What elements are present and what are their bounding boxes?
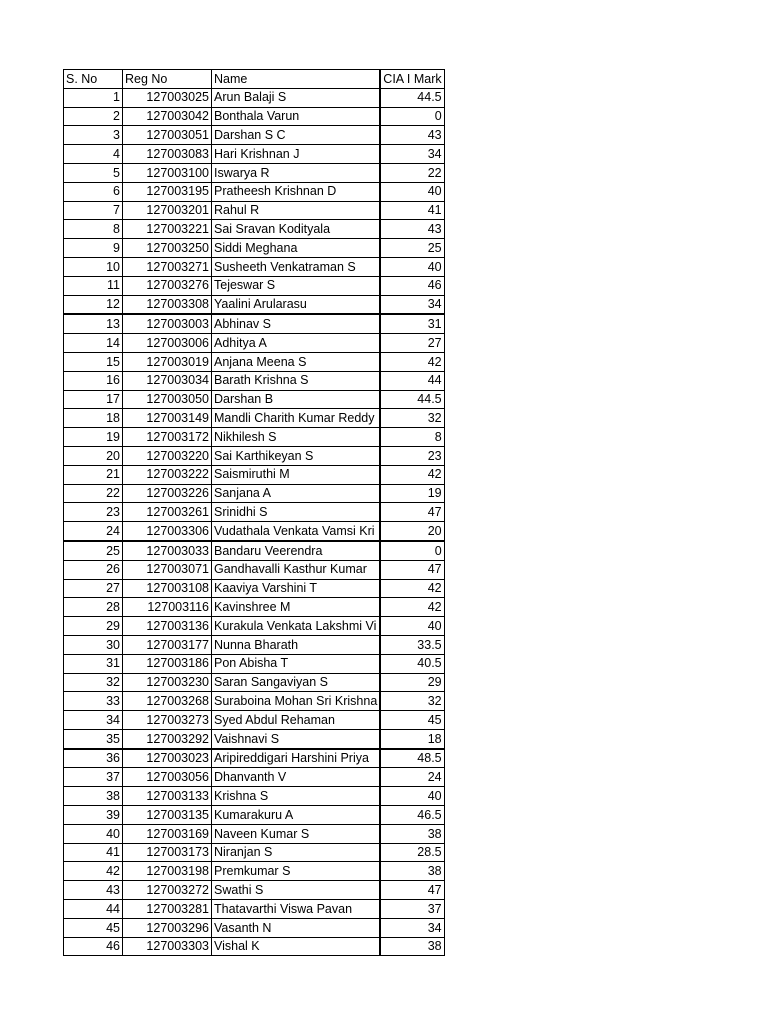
table-row bbox=[64, 409, 445, 428]
cell-name: Srinidhi S bbox=[212, 503, 381, 522]
table-row bbox=[64, 881, 445, 900]
cell-name: Arun Balaji S bbox=[212, 88, 381, 107]
cell-name: Gandhavalli Kasthur Kumar bbox=[212, 560, 381, 579]
cell-cia-mark: 37 bbox=[380, 900, 444, 919]
cell-cia-mark: 29 bbox=[380, 673, 444, 692]
cell-name: Hari Krishnan J bbox=[212, 145, 381, 164]
cell-sno: 33 bbox=[64, 692, 123, 711]
cell-sno: 18 bbox=[64, 409, 123, 428]
cell-name: Premkumar S bbox=[212, 862, 381, 881]
table-row bbox=[64, 806, 445, 825]
cell-cia-mark: 33.5 bbox=[380, 635, 444, 654]
cell-cia-mark: 46 bbox=[380, 276, 444, 295]
cell-cia-mark: 28.5 bbox=[380, 843, 444, 862]
cell-name: Vasanth N bbox=[212, 918, 381, 937]
cell-cia-mark: 31 bbox=[380, 314, 444, 333]
cell-reg-no: 127003003 bbox=[123, 314, 212, 333]
cell-sno: 10 bbox=[64, 257, 123, 276]
cell-cia-mark: 47 bbox=[380, 881, 444, 900]
cell-reg-no: 127003226 bbox=[123, 484, 212, 503]
table-row bbox=[64, 824, 445, 843]
cell-sno: 32 bbox=[64, 673, 123, 692]
table-row bbox=[64, 257, 445, 276]
cell-cia-mark: 42 bbox=[380, 579, 444, 598]
cell-reg-no: 127003220 bbox=[123, 446, 212, 465]
cell-name: Siddi Meghana bbox=[212, 239, 381, 258]
cell-reg-no: 127003071 bbox=[123, 560, 212, 579]
cell-reg-no: 127003271 bbox=[123, 257, 212, 276]
cell-sno: 6 bbox=[64, 182, 123, 201]
cell-cia-mark: 20 bbox=[380, 522, 444, 541]
table-row bbox=[64, 541, 445, 560]
column-header-reg-no: Reg No bbox=[123, 70, 212, 89]
cell-name: Susheeth Venkatraman S bbox=[212, 257, 381, 276]
table-row bbox=[64, 522, 445, 541]
cell-cia-mark: 8 bbox=[380, 428, 444, 447]
cell-name: Syed Abdul Rehaman bbox=[212, 711, 381, 730]
cell-cia-mark: 0 bbox=[380, 541, 444, 560]
cell-cia-mark: 42 bbox=[380, 465, 444, 484]
cell-cia-mark: 44.5 bbox=[380, 390, 444, 409]
cell-cia-mark: 38 bbox=[380, 824, 444, 843]
cell-cia-mark: 18 bbox=[380, 729, 444, 748]
cell-sno: 39 bbox=[64, 806, 123, 825]
table-row bbox=[64, 201, 445, 220]
table-row bbox=[64, 107, 445, 126]
cell-name: Pon Abisha T bbox=[212, 654, 381, 673]
cell-sno: 17 bbox=[64, 390, 123, 409]
cell-reg-no: 127003133 bbox=[123, 787, 212, 806]
table-row bbox=[64, 465, 445, 484]
cell-reg-no: 127003034 bbox=[123, 371, 212, 390]
cell-cia-mark: 47 bbox=[380, 503, 444, 522]
cell-reg-no: 127003268 bbox=[123, 692, 212, 711]
table-row bbox=[64, 295, 445, 314]
cell-sno: 19 bbox=[64, 428, 123, 447]
cell-sno: 14 bbox=[64, 334, 123, 353]
cell-reg-no: 127003051 bbox=[123, 126, 212, 145]
table-row bbox=[64, 163, 445, 182]
cell-name: Darshan B bbox=[212, 390, 381, 409]
cell-sno: 35 bbox=[64, 729, 123, 748]
table-row bbox=[64, 673, 445, 692]
cell-name: Kumarakuru A bbox=[212, 806, 381, 825]
header-row bbox=[64, 70, 445, 89]
cell-cia-mark: 43 bbox=[380, 126, 444, 145]
cell-sno: 7 bbox=[64, 201, 123, 220]
cell-reg-no: 127003108 bbox=[123, 579, 212, 598]
table-row bbox=[64, 484, 445, 503]
table-row bbox=[64, 862, 445, 881]
cell-reg-no: 127003221 bbox=[123, 220, 212, 239]
cell-sno: 46 bbox=[64, 937, 123, 956]
cell-name: Abhinav S bbox=[212, 314, 381, 333]
cell-name: Saismiruthi M bbox=[212, 465, 381, 484]
cell-cia-mark: 40 bbox=[380, 182, 444, 201]
cell-name: Pratheesh Krishnan D bbox=[212, 182, 381, 201]
cell-cia-mark: 41 bbox=[380, 201, 444, 220]
table-row bbox=[64, 787, 445, 806]
cell-name: Kavinshree M bbox=[212, 598, 381, 617]
cell-name: Iswarya R bbox=[212, 163, 381, 182]
cell-name: Thatavarthi Viswa Pavan bbox=[212, 900, 381, 919]
cell-name: Darshan S C bbox=[212, 126, 381, 145]
table-row bbox=[64, 220, 445, 239]
cell-reg-no: 127003023 bbox=[123, 749, 212, 768]
cell-cia-mark: 48.5 bbox=[380, 749, 444, 768]
cell-reg-no: 127003177 bbox=[123, 635, 212, 654]
table-row bbox=[64, 843, 445, 862]
cell-reg-no: 127003056 bbox=[123, 768, 212, 787]
table-row bbox=[64, 352, 445, 371]
cell-name: Bonthala Varun bbox=[212, 107, 381, 126]
cell-reg-no: 127003025 bbox=[123, 88, 212, 107]
cell-sno: 1 bbox=[64, 88, 123, 107]
cell-reg-no: 127003042 bbox=[123, 107, 212, 126]
cell-reg-no: 127003261 bbox=[123, 503, 212, 522]
cell-reg-no: 127003273 bbox=[123, 711, 212, 730]
cell-sno: 25 bbox=[64, 541, 123, 560]
cell-sno: 9 bbox=[64, 239, 123, 258]
cell-name: Vudathala Venkata Vamsi Kri bbox=[212, 522, 381, 541]
cell-name: Sai Sravan Kodityala bbox=[212, 220, 381, 239]
table-row bbox=[64, 276, 445, 295]
table-row bbox=[64, 918, 445, 937]
cell-sno: 16 bbox=[64, 371, 123, 390]
cell-sno: 29 bbox=[64, 617, 123, 636]
cell-sno: 13 bbox=[64, 314, 123, 333]
table-row bbox=[64, 371, 445, 390]
cell-name: Sanjana A bbox=[212, 484, 381, 503]
cell-cia-mark: 47 bbox=[380, 560, 444, 579]
cell-name: Adhitya A bbox=[212, 334, 381, 353]
cell-reg-no: 127003308 bbox=[123, 295, 212, 314]
cell-cia-mark: 40.5 bbox=[380, 654, 444, 673]
table-row bbox=[64, 579, 445, 598]
cell-cia-mark: 42 bbox=[380, 598, 444, 617]
table-body bbox=[64, 88, 445, 956]
cell-name: Aripireddigari Harshini Priya bbox=[212, 749, 381, 768]
cell-sno: 38 bbox=[64, 787, 123, 806]
cell-reg-no: 127003050 bbox=[123, 390, 212, 409]
table-row bbox=[64, 692, 445, 711]
column-header-cia-mark: CIA I Mark bbox=[380, 70, 444, 89]
table-row bbox=[64, 749, 445, 768]
cell-reg-no: 127003169 bbox=[123, 824, 212, 843]
cell-sno: 21 bbox=[64, 465, 123, 484]
cell-sno: 24 bbox=[64, 522, 123, 541]
table-row bbox=[64, 560, 445, 579]
cell-sno: 43 bbox=[64, 881, 123, 900]
table-row bbox=[64, 334, 445, 353]
cell-sno: 15 bbox=[64, 352, 123, 371]
table-row bbox=[64, 598, 445, 617]
cell-cia-mark: 19 bbox=[380, 484, 444, 503]
table-row bbox=[64, 654, 445, 673]
cell-cia-mark: 34 bbox=[380, 918, 444, 937]
cell-cia-mark: 46.5 bbox=[380, 806, 444, 825]
cell-sno: 28 bbox=[64, 598, 123, 617]
cell-reg-no: 127003186 bbox=[123, 654, 212, 673]
table-row bbox=[64, 635, 445, 654]
cell-cia-mark: 23 bbox=[380, 446, 444, 465]
table-row bbox=[64, 446, 445, 465]
cell-cia-mark: 44.5 bbox=[380, 88, 444, 107]
cell-reg-no: 127003296 bbox=[123, 918, 212, 937]
cell-sno: 22 bbox=[64, 484, 123, 503]
cell-reg-no: 127003222 bbox=[123, 465, 212, 484]
cell-reg-no: 127003100 bbox=[123, 163, 212, 182]
cell-sno: 36 bbox=[64, 749, 123, 768]
table-row bbox=[64, 729, 445, 748]
cell-sno: 30 bbox=[64, 635, 123, 654]
cell-cia-mark: 42 bbox=[380, 352, 444, 371]
table-row bbox=[64, 428, 445, 447]
cell-sno: 31 bbox=[64, 654, 123, 673]
cell-cia-mark: 38 bbox=[380, 862, 444, 881]
cell-reg-no: 127003136 bbox=[123, 617, 212, 636]
cell-sno: 5 bbox=[64, 163, 123, 182]
marks-table bbox=[63, 69, 445, 956]
cell-cia-mark: 38 bbox=[380, 937, 444, 956]
cell-name: Vishal K bbox=[212, 937, 381, 956]
cell-name: Barath Krishna S bbox=[212, 371, 381, 390]
cell-name: Tejeswar S bbox=[212, 276, 381, 295]
table-row bbox=[64, 88, 445, 107]
cell-cia-mark: 34 bbox=[380, 145, 444, 164]
cell-reg-no: 127003006 bbox=[123, 334, 212, 353]
cell-name: Bandaru Veerendra bbox=[212, 541, 381, 560]
cell-name: Niranjan S bbox=[212, 843, 381, 862]
cell-sno: 27 bbox=[64, 579, 123, 598]
table-row bbox=[64, 182, 445, 201]
cell-reg-no: 127003195 bbox=[123, 182, 212, 201]
cell-reg-no: 127003276 bbox=[123, 276, 212, 295]
cell-reg-no: 127003083 bbox=[123, 145, 212, 164]
table-row bbox=[64, 617, 445, 636]
cell-name: Naveen Kumar S bbox=[212, 824, 381, 843]
cell-name: Rahul R bbox=[212, 201, 381, 220]
cell-sno: 42 bbox=[64, 862, 123, 881]
cell-cia-mark: 22 bbox=[380, 163, 444, 182]
cell-reg-no: 127003033 bbox=[123, 541, 212, 560]
cell-name: Vaishnavi S bbox=[212, 729, 381, 748]
cell-cia-mark: 40 bbox=[380, 617, 444, 636]
cell-cia-mark: 34 bbox=[380, 295, 444, 314]
cell-cia-mark: 27 bbox=[380, 334, 444, 353]
cell-cia-mark: 0 bbox=[380, 107, 444, 126]
table-row bbox=[64, 390, 445, 409]
table-row bbox=[64, 126, 445, 145]
table-row bbox=[64, 768, 445, 787]
cell-name: Dhanvanth V bbox=[212, 768, 381, 787]
cell-sno: 3 bbox=[64, 126, 123, 145]
cell-sno: 26 bbox=[64, 560, 123, 579]
cell-reg-no: 127003172 bbox=[123, 428, 212, 447]
cell-reg-no: 127003250 bbox=[123, 239, 212, 258]
cell-sno: 41 bbox=[64, 843, 123, 862]
table-row bbox=[64, 711, 445, 730]
cell-reg-no: 127003230 bbox=[123, 673, 212, 692]
cell-name: Nikhilesh S bbox=[212, 428, 381, 447]
cell-reg-no: 127003281 bbox=[123, 900, 212, 919]
table-row bbox=[64, 503, 445, 522]
cell-cia-mark: 43 bbox=[380, 220, 444, 239]
table-row bbox=[64, 900, 445, 919]
cell-sno: 34 bbox=[64, 711, 123, 730]
cell-sno: 44 bbox=[64, 900, 123, 919]
cell-reg-no: 127003272 bbox=[123, 881, 212, 900]
table-row bbox=[64, 314, 445, 333]
cell-reg-no: 127003149 bbox=[123, 409, 212, 428]
cell-sno: 40 bbox=[64, 824, 123, 843]
cell-reg-no: 127003135 bbox=[123, 806, 212, 825]
table-row bbox=[64, 145, 445, 164]
cell-cia-mark: 32 bbox=[380, 692, 444, 711]
cell-sno: 37 bbox=[64, 768, 123, 787]
cell-reg-no: 127003292 bbox=[123, 729, 212, 748]
cell-name: Anjana Meena S bbox=[212, 352, 381, 371]
cell-sno: 2 bbox=[64, 107, 123, 126]
cell-cia-mark: 40 bbox=[380, 787, 444, 806]
column-header-sno: S. No bbox=[64, 70, 123, 89]
table-row bbox=[64, 937, 445, 956]
cell-reg-no: 127003201 bbox=[123, 201, 212, 220]
cell-name: Saran Sangaviyan S bbox=[212, 673, 381, 692]
cell-reg-no: 127003116 bbox=[123, 598, 212, 617]
cell-cia-mark: 40 bbox=[380, 257, 444, 276]
cell-name: Mandli Charith Kumar Reddy bbox=[212, 409, 381, 428]
cell-name: Nunna Bharath bbox=[212, 635, 381, 654]
cell-cia-mark: 32 bbox=[380, 409, 444, 428]
cell-name: Sai Karthikeyan S bbox=[212, 446, 381, 465]
column-header-name: Name bbox=[212, 70, 381, 89]
cell-name: Yaalini Arularasu bbox=[212, 295, 381, 314]
cell-name: Krishna S bbox=[212, 787, 381, 806]
cell-cia-mark: 24 bbox=[380, 768, 444, 787]
cell-sno: 11 bbox=[64, 276, 123, 295]
table-row bbox=[64, 239, 445, 258]
cell-reg-no: 127003306 bbox=[123, 522, 212, 541]
cell-reg-no: 127003173 bbox=[123, 843, 212, 862]
cell-reg-no: 127003198 bbox=[123, 862, 212, 881]
cell-sno: 20 bbox=[64, 446, 123, 465]
cell-name: Swathi S bbox=[212, 881, 381, 900]
cell-reg-no: 127003303 bbox=[123, 937, 212, 956]
cell-cia-mark: 45 bbox=[380, 711, 444, 730]
cell-name: Suraboina Mohan Sri Krishna bbox=[212, 692, 381, 711]
cell-sno: 45 bbox=[64, 918, 123, 937]
cell-sno: 8 bbox=[64, 220, 123, 239]
cell-name: Kaaviya Varshini T bbox=[212, 579, 381, 598]
cell-sno: 12 bbox=[64, 295, 123, 314]
cell-sno: 4 bbox=[64, 145, 123, 164]
cell-cia-mark: 25 bbox=[380, 239, 444, 258]
cell-cia-mark: 44 bbox=[380, 371, 444, 390]
cell-sno: 23 bbox=[64, 503, 123, 522]
cell-reg-no: 127003019 bbox=[123, 352, 212, 371]
cell-name: Kurakula Venkata Lakshmi Vi bbox=[212, 617, 381, 636]
